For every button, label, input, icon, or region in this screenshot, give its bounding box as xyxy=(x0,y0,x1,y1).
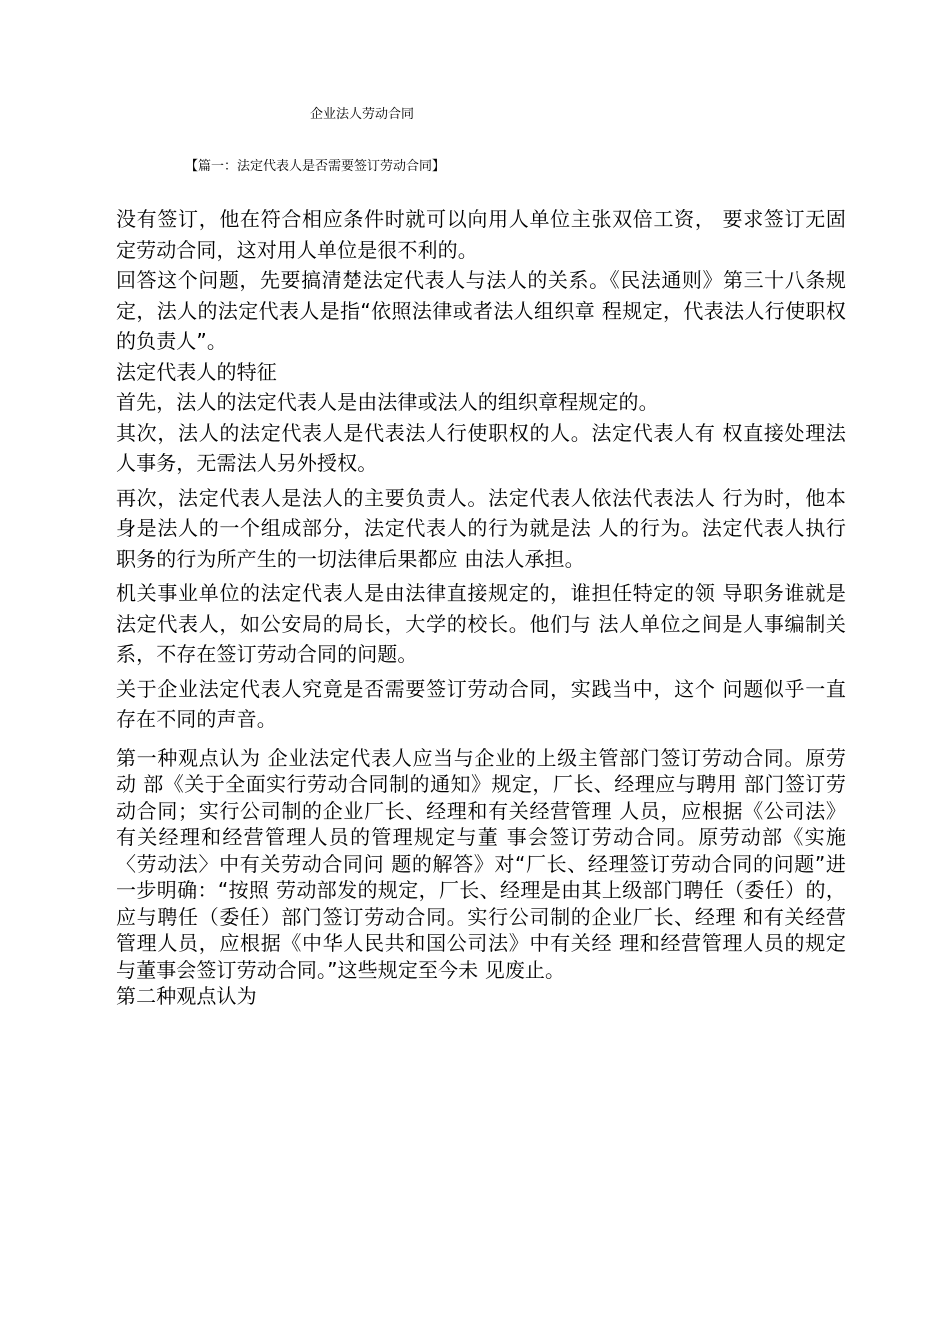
document-title: 企业法人劳动合同 xyxy=(310,107,415,122)
paragraph-second: 其次，法人的法定代表人是代表法人行使职权的人。法定代表人有 权直接处理法人事务，无需法人另外授权。 xyxy=(116,420,846,475)
paragraph-second-view: 第二种观点认为 xyxy=(116,984,257,1008)
document-body xyxy=(116,204,846,1010)
paragraph-double-wages: 没有签订，他在符合相应条件时就可以向用人单位主张双倍工资， 要求签订无固定劳动合同，这对用人单位是很不利的。 xyxy=(116,207,846,262)
paragraph-first: 首先，法人的法定代表人是由法律或法人的组织章程规定的。 xyxy=(116,390,659,414)
paragraph-different-views: 关于企业法定代表人究竟是否需要签订劳动合同，实践当中，这个 问题似乎一直存在不同的声音。 xyxy=(116,676,846,731)
paragraph-features-heading: 法定代表人的特征 xyxy=(116,359,277,384)
paragraph-public-institutions: 机关事业单位的法定代表人是由法律直接规定的，谁担任特定的领 导职务谁就是法定代表人，如公安局的局长，大学的校长。他们与 法人单位之间是人事编制关系，不存在签订劳动合同的问题。 xyxy=(116,581,846,666)
paragraph-third: 再次，法定代表人是法人的主要负责人。法定代表人依法代表法人 行为时，他本身是法人的一个组成部分，法定代表人的行为就是法 人的行为。法定代表人执行职务的行为所产生的一切法律后果都应 由法人承担。 xyxy=(116,485,846,571)
paragraph-first-view: 第一种观点认为 企业法定代表人应当与企业的上级主管部门签订劳动合同。原劳动 部《关于全面实行劳动合同制的通知》规定，厂长、经理应与聘用 部门签订劳动合同；实行公司制的企业厂长、经理和有关经营管理 人员，应根据《公司法》有关经理和经营管理人员的管理规定与董 事会签订劳动合同。原劳动部《实施〈劳动法〉中有关劳动合同问 题的解答》对“厂长、经理签订劳动合同的问题”进一步明确：“按照 劳动部发的规定，厂长、经理是由其上级部门聘任（委任）的，应与聘任（委任）部门签订劳动合同。实行公司制的企业厂长、经理 和有关经营管理人员，应根据《中华人民共和国公司法》中有关经 理和经营管理人员的规定与董事会签订劳动合同。”这些规定至今未 见废止。 xyxy=(116,745,846,982)
paragraph-civil-law-article: 回答这个问题，先要搞清楚法定代表人与法人的关系。《民法通则》第三十八条规定，法人的法定代表人是指“依照法律或者法人组织章 程规定，代表法人行使职权的负责人”。 xyxy=(116,268,846,353)
article-subheading: 【篇一：法定代表人是否需要签订劳动合同】 xyxy=(185,159,446,174)
